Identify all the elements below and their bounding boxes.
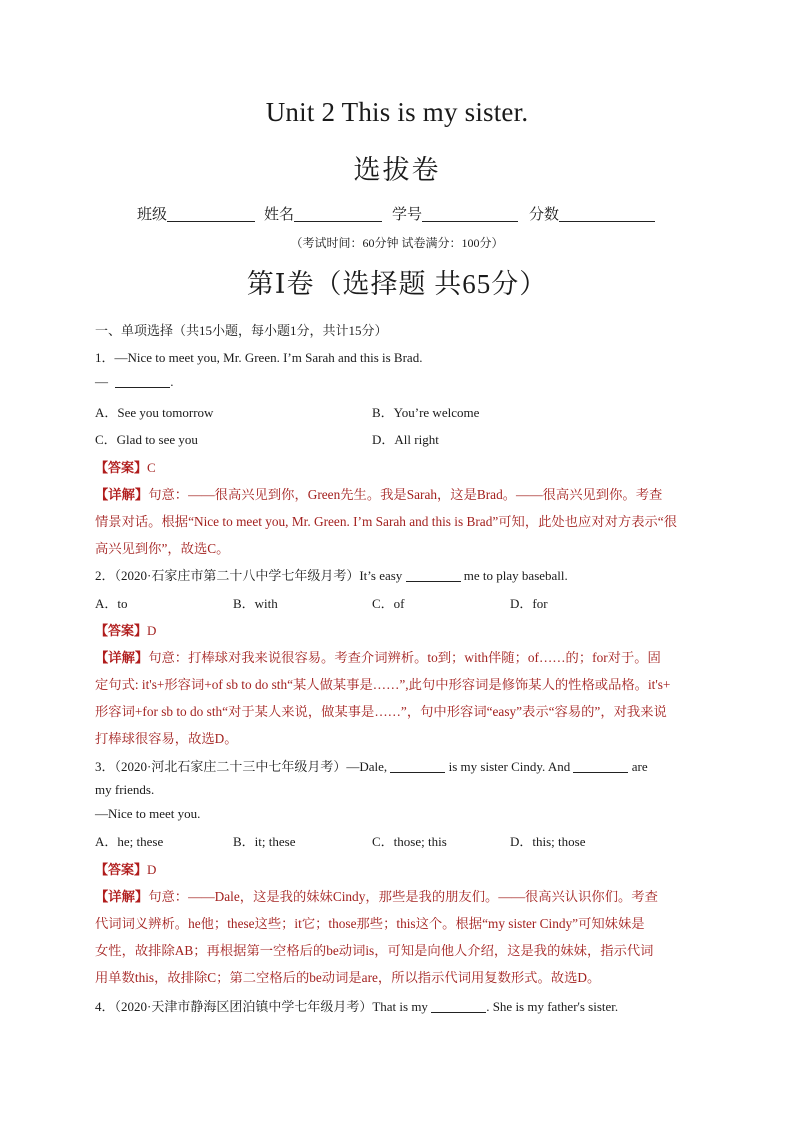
q3-answer-label: 【答案】 bbox=[95, 862, 148, 877]
document-title: Unit 2 This is my sister. bbox=[265, 97, 529, 127]
q3-option-c[interactable]: C．those; this bbox=[372, 834, 447, 849]
q3-detail-label: 【详解】 bbox=[95, 889, 149, 904]
name-label: 姓名 bbox=[264, 207, 295, 223]
q2-blank[interactable] bbox=[406, 569, 461, 582]
q2-option-c[interactable]: C．of bbox=[372, 596, 405, 611]
q2-detail-line: 打棒球很容易，故选D。 bbox=[95, 731, 238, 746]
section-heading: 一、单项选择（共15小题，每小题1分，共计15分） bbox=[95, 323, 388, 338]
q4-stem-after: . She is my father's sister. bbox=[486, 999, 619, 1014]
q1-stem: 1．—Nice to meet you, Mr. Green. I’m Sarah and this is Brad. bbox=[95, 350, 423, 365]
q1-blank[interactable] bbox=[115, 375, 170, 388]
q3-detail-line: 女性，故排除AB；再根据第一空格后的be动词is，可知是向他人介绍，这是我的妹妹，指示代词 bbox=[95, 943, 654, 958]
q1-detail-line: 句意：——很高兴见到你，Green先生。我是Sarah，这是Brad。——很高兴见到你。考查 bbox=[148, 487, 663, 502]
score-blank[interactable] bbox=[559, 206, 655, 222]
q2-detail-label: 【详解】 bbox=[95, 650, 149, 665]
q2-detail bbox=[95, 647, 661, 666]
q2-detail-line: 定句式: it's+形容词+of sb to do sth“某人做某事是……”,此句中形容词是修饰某人的性格或品格。it's+ bbox=[95, 677, 671, 692]
q3-stem-line3: —Nice to meet you. bbox=[95, 806, 201, 821]
q1-detail bbox=[95, 484, 662, 503]
q2-answer-label: 【答案】 bbox=[95, 623, 148, 638]
q1-detail-line: 高兴见到你”，故选C。 bbox=[95, 541, 230, 556]
q4-stem-before: 4．（2020·天津市静海区团泊镇中学七年级月考）That is my bbox=[95, 999, 428, 1014]
q2-answer bbox=[95, 620, 156, 639]
q2-detail-line: 形容词+for sb to do sth“对于某人来说，做某事是……”，句中形容词“easy”表示“容易的”，对我来说 bbox=[95, 704, 667, 719]
q3-answer-value: D bbox=[147, 862, 157, 877]
q1-answer-value: C bbox=[147, 460, 156, 475]
q1-option-a[interactable]: A．See you tomorrow bbox=[95, 405, 214, 420]
q3-stem-part2: is my sister Cindy. And bbox=[448, 759, 571, 774]
student-id-label: 学号 bbox=[392, 207, 423, 223]
q1-dash: — bbox=[95, 374, 108, 389]
q2-detail-line: 句意：打棒球对我来说很容易。考查介词辨析。to到；with伴随；of……的；for对于。固 bbox=[148, 650, 661, 665]
q3-blank-2[interactable] bbox=[573, 760, 628, 773]
q3-detail-line: 用单数this，故排除C；第二空格后的be动词是are，所以指示代词用复数形式。故选D。 bbox=[95, 970, 601, 985]
q1-detail-line: 情景对话。根据“Nice to meet you, Mr. Green. I’m Sarah and this is Brad”可知，此处也应对对方表示“很 bbox=[95, 514, 678, 529]
name-blank[interactable] bbox=[294, 206, 382, 222]
q2-option-b[interactable]: B．with bbox=[233, 596, 278, 611]
q1-detail-label: 【详解】 bbox=[95, 487, 149, 502]
name-field bbox=[264, 203, 382, 224]
q3-option-a[interactable]: A．he; these bbox=[95, 834, 164, 849]
student-id-blank[interactable] bbox=[422, 206, 518, 222]
q3-detail bbox=[95, 886, 658, 905]
exam-time-info: （考试时间：60分钟 试卷满分：100分） bbox=[290, 236, 504, 250]
class-blank[interactable] bbox=[167, 206, 255, 222]
q1-answer-label: 【答案】 bbox=[95, 460, 148, 475]
q2-option-d[interactable]: D．for bbox=[510, 596, 548, 611]
q3-stem-part1: 3．（2020·河北石家庄二十三中七年级月考）—Dale, bbox=[95, 759, 388, 774]
q3-answer bbox=[95, 859, 156, 878]
q3-stem bbox=[95, 756, 648, 775]
q1-answer bbox=[95, 457, 156, 476]
q1-period: . bbox=[170, 374, 174, 389]
q2-answer-value: D bbox=[147, 623, 157, 638]
q3-detail-line: 句意：——Dale，这是我的妹妹Cindy，那些是我的朋友们。——很高兴认识你们。考查 bbox=[148, 889, 658, 904]
q2-stem-after: me to play baseball. bbox=[463, 568, 568, 583]
student-id-field bbox=[392, 203, 518, 224]
class-field bbox=[137, 203, 255, 224]
class-label: 班级 bbox=[137, 207, 168, 223]
q3-option-d[interactable]: D．this; those bbox=[510, 834, 586, 849]
q4-blank[interactable] bbox=[431, 1000, 486, 1013]
q3-stem-part3: are bbox=[631, 759, 648, 774]
q4-stem bbox=[95, 996, 618, 1015]
q3-option-b[interactable]: B．it; these bbox=[233, 834, 296, 849]
q2-stem-before: 2．（2020·石家庄市第二十八中学七年级月考）It’s easy bbox=[95, 568, 403, 583]
q1-option-d[interactable]: D．All right bbox=[372, 432, 439, 447]
score-label: 分数 bbox=[529, 207, 560, 223]
q1-option-c[interactable]: C．Glad to see you bbox=[95, 432, 198, 447]
q1-line2 bbox=[95, 374, 174, 390]
q2-option-a[interactable]: A．to bbox=[95, 596, 128, 611]
q2-stem bbox=[95, 565, 568, 584]
q3-detail-line: 代词词义辨析。he他；these这些；it它；those那些；this这个。根据“my sister Cindy”可知妹妹是 bbox=[95, 916, 645, 931]
q1-option-b[interactable]: B．You’re welcome bbox=[372, 405, 480, 420]
score-field bbox=[529, 203, 655, 224]
part-title: 第Ⅰ卷（选择题 共65分） bbox=[246, 269, 548, 299]
q3-stem-line2: my friends. bbox=[95, 782, 155, 797]
document-subtitle: 选拔卷 bbox=[353, 155, 441, 185]
q3-blank-1[interactable] bbox=[390, 760, 445, 773]
